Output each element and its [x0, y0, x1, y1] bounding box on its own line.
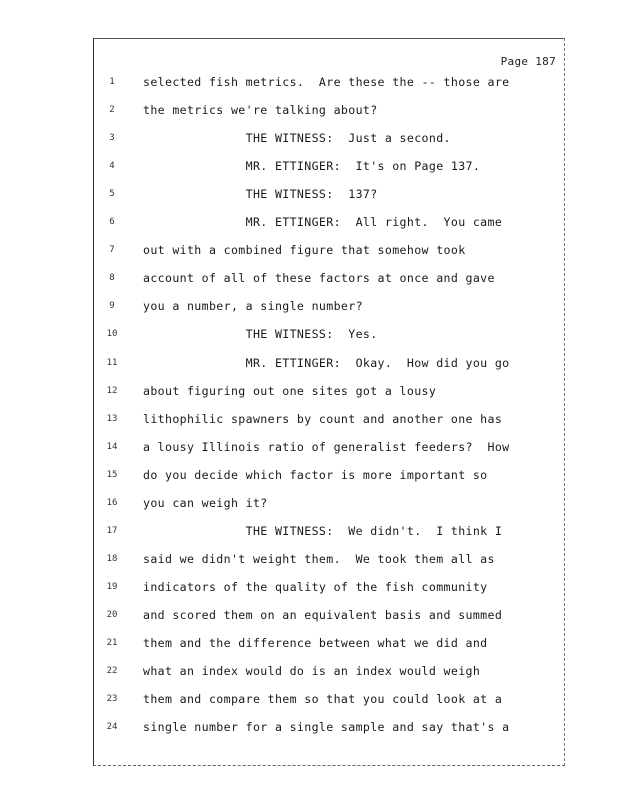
line-number: 22	[106, 666, 118, 677]
transcript-line	[0, 75, 618, 95]
line-number: 14	[106, 441, 118, 452]
line-text: a lousy Illinois ratio of generalist feeders? How	[143, 439, 510, 454]
transcript-line	[0, 692, 618, 712]
line-number: 23	[106, 694, 118, 705]
page-number: Page 187	[500, 55, 556, 68]
line-text: them and compare them so that you could look at a	[143, 692, 503, 707]
transcript-line	[0, 103, 618, 123]
line-text: THE WITNESS: Yes.	[143, 327, 378, 342]
line-text: indicators of the quality of the fish community	[143, 579, 488, 594]
line-number: 2	[109, 105, 115, 116]
line-text: THE WITNESS: Just a second.	[143, 131, 451, 146]
transcript-line	[0, 412, 618, 432]
transcript-line	[0, 580, 618, 600]
line-number: 21	[106, 638, 118, 648]
line-number: 11	[106, 357, 118, 368]
line-number: 7	[109, 245, 115, 256]
transcript-line	[0, 356, 618, 376]
transcript-line	[0, 271, 618, 291]
line-text: what an index would do is an index would weigh	[143, 664, 481, 679]
line-text: MR. ETTINGER: All right. You came	[143, 215, 503, 230]
transcript-line	[0, 384, 618, 404]
line-text: you can weigh it?	[143, 495, 268, 510]
line-text: do you decide which factor is more important so	[143, 467, 488, 482]
line-text: lithophilic spawners by count and another one has	[143, 411, 503, 426]
transcript-line	[0, 327, 618, 347]
line-number: 9	[109, 301, 115, 312]
transcript-line	[0, 524, 618, 544]
line-text: THE WITNESS: 137?	[143, 187, 378, 202]
line-text: account of all of these factors at once and gave	[143, 271, 495, 286]
line-number: 6	[109, 217, 115, 228]
transcript-line	[0, 608, 618, 628]
transcript-line	[0, 496, 618, 516]
line-text: them and the difference between what we did and	[143, 636, 488, 650]
transcript-line	[0, 468, 618, 488]
line-number: 16	[106, 497, 118, 508]
line-text: selected fish metrics. Are these the -- those are	[143, 75, 510, 89]
line-text: and scored them on an equivalent basis and summed	[143, 607, 503, 622]
line-text: said we didn't weight them. We took them all as	[143, 551, 495, 566]
line-text: THE WITNESS: We didn't. I think I	[143, 523, 503, 538]
line-number: 24	[106, 722, 118, 733]
line-number: 18	[106, 553, 118, 564]
line-number: 15	[106, 469, 118, 480]
line-text: the metrics we're talking about?	[143, 103, 378, 118]
transcript-line	[0, 187, 618, 207]
line-number: 5	[109, 189, 115, 200]
line-number: 12	[106, 385, 118, 396]
line-text: about figuring out one sites got a lousy	[143, 383, 437, 398]
transcript-line	[0, 636, 618, 656]
transcript-line	[0, 243, 618, 263]
line-text: single number for a single sample and say that's a	[143, 720, 510, 735]
transcript-line	[0, 552, 618, 572]
transcript-line	[0, 215, 618, 235]
line-text: MR. ETTINGER: It's on Page 137.	[143, 159, 481, 174]
line-number: 4	[109, 161, 115, 172]
line-number: 8	[109, 273, 115, 284]
transcript-line	[0, 159, 618, 179]
transcript-line	[0, 720, 618, 740]
transcript-line	[0, 131, 618, 151]
line-number: 1	[109, 77, 115, 87]
line-number: 3	[109, 133, 115, 144]
line-number: 10	[106, 329, 118, 340]
transcript-line	[0, 664, 618, 684]
line-number: 13	[106, 413, 118, 424]
line-text: out with a combined figure that somehow took	[143, 243, 466, 258]
transcript-line	[0, 299, 618, 319]
line-number: 19	[106, 581, 118, 592]
line-text: MR. ETTINGER: Okay. How did you go	[143, 355, 510, 370]
line-text: you a number, a single number?	[143, 299, 363, 314]
line-number: 17	[106, 525, 118, 536]
line-number: 20	[106, 609, 118, 620]
transcript-line	[0, 440, 618, 460]
